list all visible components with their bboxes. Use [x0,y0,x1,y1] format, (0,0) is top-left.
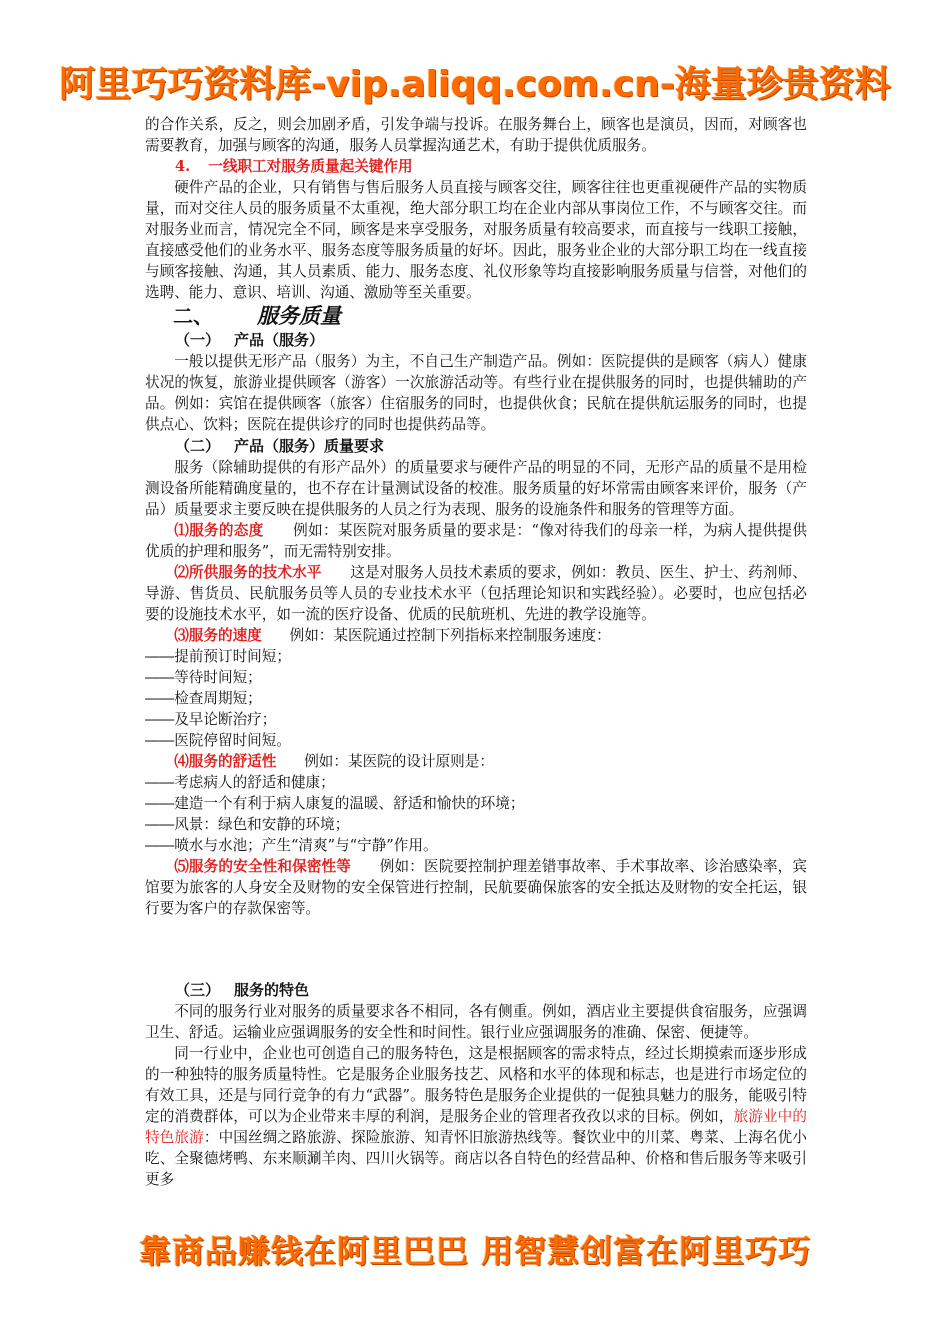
list-item: ――医院停留时间短。 [145,732,291,749]
item-label: ⑵所供服务的技术水平 [174,564,322,581]
item-speed [145,625,807,646]
item-label: ⑶服务的速度 [174,627,262,644]
item-label: ⑴服务的态度 [174,522,264,539]
highlighted-text: 旅游业中的特色旅游 [145,1108,807,1146]
item-label: ⑸服务的安全性和保密性等 [174,858,352,875]
section-title: 一线职工对服务质量起关键作用 [208,158,413,175]
subsection-title: 产品（服务） [234,331,325,349]
document-body [145,114,807,1190]
item-text: 例如：医院要控制护理差错事故率、手术事故率、诊治感染率，宾馆要为旅客的人身安全及财物的安全保管进行控制，民航要确保旅客的安全抵达及财物的安全托运，银行要为客户的存款保密等。 [145,858,807,917]
chapter-number: 二、 [173,304,213,328]
subsection-heading-2 [145,435,807,457]
text-run: ：中国丝绸之路旅游、探险旅游、知青怀旧旅游热线等。餐饮业中的川菜、粤菜、上海名优小吃、全聚德烤鸭、东来顺涮羊肉、四川火锅等。商店以各自特色的经营品种、价格和售后服务等来吸引更多 [145,1129,807,1188]
chapter-heading [145,303,807,329]
list-item: ――风景：绿色和安静的环境； [145,816,350,833]
speed-list [145,646,807,751]
list-item: ――考虑病人的舒适和健康； [145,774,335,791]
blank-space [145,919,807,979]
footer-banner: 靠商品赚钱在阿里巴巴 用智慧创富在阿里巧巧 [138,1232,812,1270]
section-number: 4. [175,158,191,175]
item-text: 这是对服务人员技术素质的要求，例如：教员、医生、护士、药剂师、导游、售货员、民航服务员等人员的专业技术水平（包括理论知识和实践经验）。必要时，也应包括必要的设施技术水平，如一流的医疗设备、优质的民航班机、先进的教学设施等。 [145,564,807,623]
list-item: ――提前预订时间短； [145,648,291,665]
section-heading-4 [145,156,807,177]
paragraph-features-2 [145,1043,807,1190]
item-safety [145,856,807,919]
subsection-title: 服务的特色 [234,981,310,999]
subsection-heading-3 [145,979,807,1001]
subsection-title: 产品（服务）质量要求 [234,437,385,455]
item-text: 例如：某医院的设计原则是： [304,753,494,770]
list-item: ――及早论断治疗； [145,711,277,728]
comfort-list [145,772,807,856]
item-label: ⑷服务的舒适性 [174,753,277,770]
list-item: ――喷水与水池；产生“清爽”与“宁静”作用。 [145,837,438,854]
list-item: ――建造一个有利于病人康复的温暖、舒适和愉快的环境； [145,795,525,812]
header-banner: 阿里巧巧资料库-vip.aliqq.com.cn-海量珍贵资料 [59,64,891,105]
paragraph-frontline: 硬件产品的企业，只有销售与售后服务人员直接与顾客交往，顾客往往也更重视硬件产品的实物质量，而对交往人员的服务质量不太重视，绝大部分职工均在企业内部从事岗位工作，不与顾客交往。而对服务业而言，情况完全不同，顾客是来享受服务，对服务质量有较高要求，而直接与一线职工接触，直接感受他们的业务水平、服务态度等服务质量的好坏。因此，服务业企业的大部分职工均在一线直接与顾客接触、沟通，其人员素质、能力、服务态度、礼仪形象等均直接影响服务质量与信誉，对他们的选聘、能力、意识、培训、沟通、激励等至关重要。 [145,179,807,301]
paragraph-quality-requirements: 服务（除辅助提供的有形产品外）的质量要求与硬件产品的明显的不同，无形产品的质量不是用检测设备所能精确度量的，也不存在计量测试设备的校准。服务质量的好坏常需由顾客来评价，服务（产品）质量要求主要反映在提供服务的人员之行为表现、服务的设施条件和服务的管理等方面。 [145,459,807,518]
item-comfort [145,751,807,772]
subsection-heading-1 [145,329,807,351]
subsection-number: （二） [175,437,221,455]
item-technical-level [145,562,807,625]
list-item: ――检查周期短； [145,690,262,707]
text-run: 同一行业中，企业也可创造自己的服务特色，这是根据顾客的需求特点，经过长期摸索而逐步形成的一种独特的服务质量特性。它是服务企业服务技艺、风格和水平的体现和标志，也是进行市场定位的有效工具，还是与同行竞争的有力“武器”。服务特色是服务企业提供的一促独具魅力的服务，能吸引特定的消费群体，可以为企业带来丰厚的利润，是服务企业的管理者孜孜以求的目标。例如， [145,1045,807,1125]
item-attitude [145,520,807,562]
subsection-number: （一） [175,331,221,349]
item-text: 例如：某医院通过控制下列指标来控制服务速度： [289,627,611,644]
paragraph-product: 一般以提供无形产品（服务）为主，不自己生产制造产品。例如：医院提供的是顾客（病人）健康状况的恢复，旅游业提供顾客（游客）一次旅游活动等。有些行业在提供服务的同时，也提供辅助的产品。例如：宾馆在提供顾客（旅客）住宿服务的同时，也提供伙食；民航在提供航运服务的同时，也提供点心、饮料；医院在提供诊疗的同时也提供药品等。 [145,353,807,433]
paragraph-features-1: 不同的服务行业对服务的质量要求各不相同，各有侧重。例如，酒店业主要提供食宿服务，应强调卫生、舒适。运输业应强调服务的安全性和时间性。银行业应强调服务的准确、保密、便捷等。 [145,1003,807,1041]
chapter-title: 服务质量 [257,304,341,328]
list-item: ――等待时间短； [145,669,262,686]
item-text: 例如：某医院对服务质量的要求是：“像对待我们的母亲一样，为病人提供提供优质的护理和服务”，而无需特别安排。 [145,522,807,560]
subsection-number: （三） [175,981,221,999]
paragraph-intro: 的合作关系，反之，则会加剧矛盾，引发争端与投诉。在服务舞台上，顾客也是演员，因而，对顾客也需要教育，加强与顾客的沟通，服务人员掌握沟通艺术，有助于提供优质服务。 [145,116,807,154]
